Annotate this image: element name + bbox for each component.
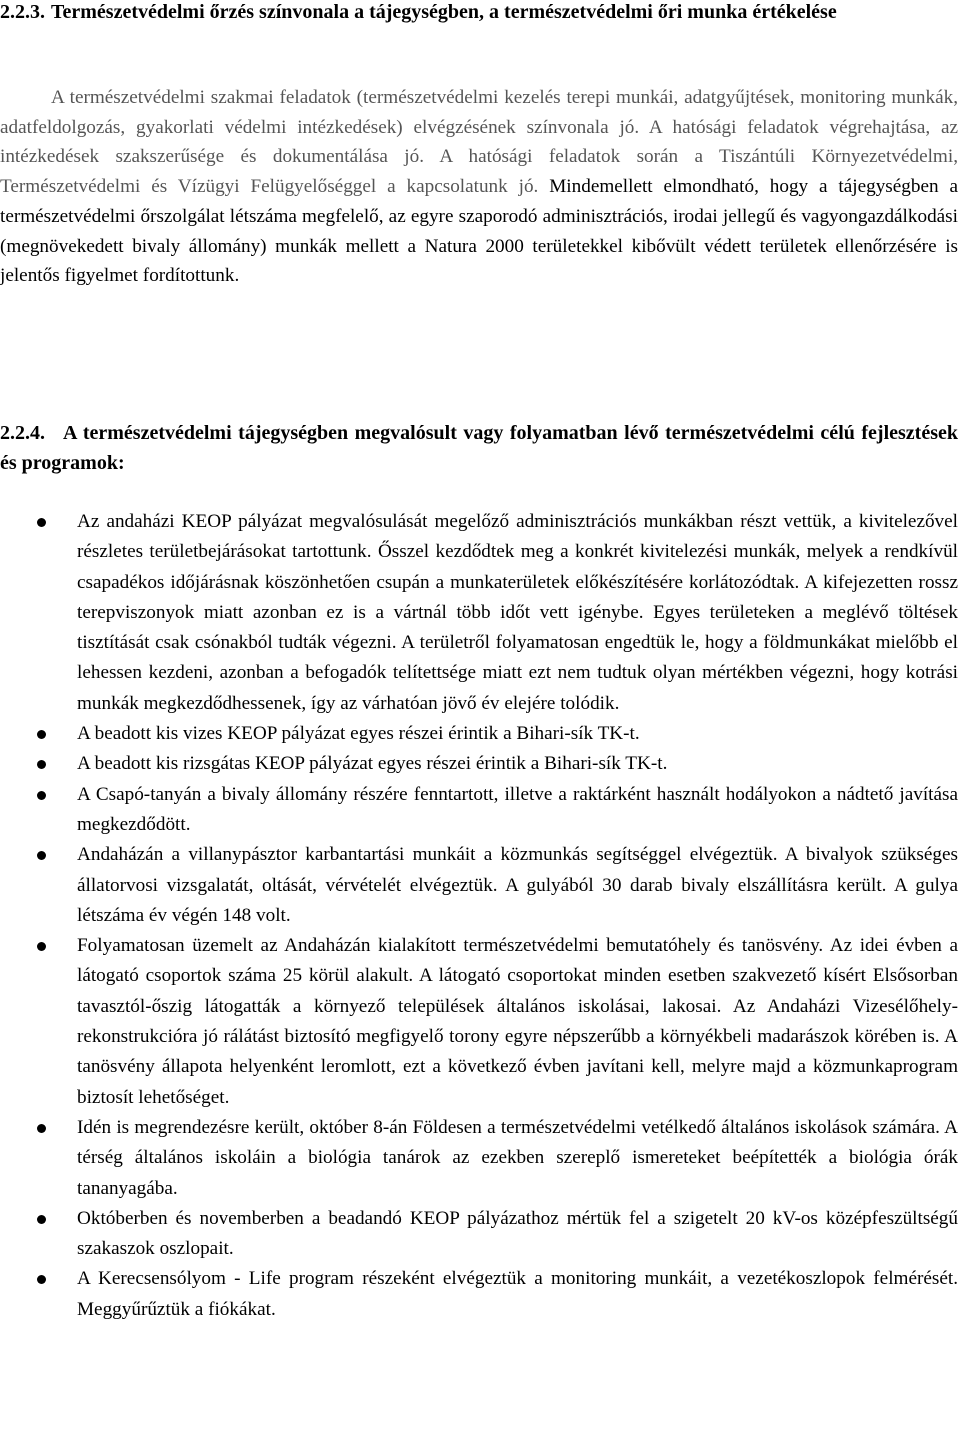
paragraph-text: Mindemellett elmondható, hogy a tájegységben a természetvédelmi őrszolgálat létszáma megfelelő, az egyre szaporodó adminisztrációs, irodai jellegű és vagyongazdálkodási (megnövekedett bivaly állomány) munkák mellett a Natura 2000 területekkel kibővült védett területek ellenőrzésére is jelentős figyelmet fordítottunk. — [0, 176, 958, 287]
section-paragraph — [0, 83, 958, 291]
list-item — [0, 1264, 958, 1325]
list-item — [0, 780, 958, 841]
list-item-text: Októberben és novemberben a beadandó KEOP pályázathoz mértük fel a szigetelt 20 kV-os középfeszültségű szakaszok oszlopait. — [77, 1207, 958, 1260]
bullet-list — [0, 507, 958, 1325]
list-item-text: A Csapó-tanyán a bivaly állomány részére fenntartott, illetve a raktárként használt hodályokon a nádtető javítása megkezdődött. — [77, 783, 958, 835]
bullet-icon — [37, 730, 46, 739]
section-heading-2-2-3 — [0, 0, 958, 27]
list-item-text: A beadott kis vizes KEOP pályázat egyes részei érintik a Bihari-sík TK-t. — [77, 723, 640, 745]
bullet-icon — [37, 1275, 46, 1284]
list-item — [0, 840, 958, 931]
bullet-icon — [37, 760, 46, 769]
bullet-icon — [37, 851, 46, 860]
section-title: A természetvédelmi tájegységben megvalósult vagy folyamatban lévő természetvédelmi célú fejlesztések és programok: — [0, 422, 958, 474]
section-heading-2-2-4 — [0, 418, 958, 478]
bullet-icon — [37, 518, 46, 527]
list-item-text: A beadott kis rizsgátas KEOP pályázat egyes részei érintik a Bihari-sík TK-t. — [77, 753, 668, 775]
list-item-text: Andaházán a villanypásztor karbantartási munkáit a közmunkás segítséggel elvégeztük. A bivalyok szükséges állatorvosi vizsgalatát, oltását, vérvételét elvégeztük. A gulyából 30 darab bivaly elszállításra került. A gulya létszáma év végén 148 volt. — [77, 844, 958, 926]
section-number: 2.2.4. — [0, 422, 45, 444]
section-title: Természetvédelmi őrzés színvonala a tájegységben, a természetvédelmi őri munka értékelése — [51, 1, 837, 23]
list-item-text: Az andaházi KEOP pályázat megvalósulását megelőző adminisztrációs munkákban részt vettük, a kivitelezővel részletes területbejárásokat tartottunk. Ősszel kezdődtek meg a konkrét kivitelezési munkák, melyek a rendkívül csapadékos időjárásnak köszönhetően csupán a munkaterületek előkészítésére korlátozódtak. A kifejezetten rossz terepviszonyok miatt azonban ez is a vártnál több időt vett igénybe. Egyes területeken a meglévő töltések tisztítását csak csónakból tudták végezni. A területről folyamatosan engedtük le, hogy a földmunkákat mielőbb el lehessen kezdeni, azonban a befogadók telítettsége miatt ezt nem tudtuk olyan mértékben végezni, hogy kotrási munkák megkezdődhessenek, így az várhatóan jövő év elejére tolódik. — [77, 511, 958, 714]
bullet-icon — [37, 791, 46, 800]
list-item-text: A Kerecsensólyom - Life program részeként elvégeztük a monitoring munkáit, a vezetékoszlopok felmérését. Meggyűrűztük a fiókákat. — [77, 1268, 958, 1320]
list-item — [0, 719, 958, 749]
section-number: 2.2.3. — [0, 1, 45, 23]
paragraph-text-grey: A természetvédelmi szakmai feladatok (természetvédelmi kezelés terepi munkái, adatgyűjtések, monitoring munkák, adatfeldolgozás, gyakorlati védelmi intézkedések) elvégzésének színvonala jó. A hatósági feladatok végrehajtása, az intézkedések szakszerűsége és dokumentálása jó. A hatósági feladatok során a Tiszántúli Környezetvédelmi, Természetvédelmi és Vízügyi Felügyelőséggel a kapcsolatunk jó. — [0, 87, 958, 198]
list-item-text: Folyamatosan üzemelt az Andaházán kialakított természetvédelmi bemutatóhely és tanösvény. Az idei évben a látogató csoportok száma 25 körül alakult. A látogató csoportokat minden esetben szakvezető kísért Elsősorban tavasztól-őszig látogatták a környező települések általános iskolásai, lakosai. Az Andaházi Vizesélőhely-rekonstrukcióra jó rálátást biztosító megfigyelő torony egyre népszerűbb a környékbeli madarászok körében is. A tanösvény állapota helyenként leromlott, ezt a következő évben javítani kell, melyre majd a közmunkaprogram biztosít lehetőséget. — [77, 935, 958, 1108]
list-item-text: Idén is megrendezésre került, október 8-án Földesen a természetvédelmi vetélkedő általános iskolások számára. A térség általános iskoláin a biológia tanárok az ezekben szereplő ismereteket beépítették a biológia órák tananyagába. — [77, 1116, 958, 1199]
list-item — [0, 931, 958, 1113]
bullet-icon — [37, 1124, 46, 1133]
bullet-icon — [37, 1215, 46, 1224]
list-item — [0, 507, 958, 719]
list-item — [0, 1113, 958, 1204]
list-item — [0, 749, 958, 779]
bullet-icon — [37, 942, 46, 951]
list-item — [0, 1204, 958, 1265]
